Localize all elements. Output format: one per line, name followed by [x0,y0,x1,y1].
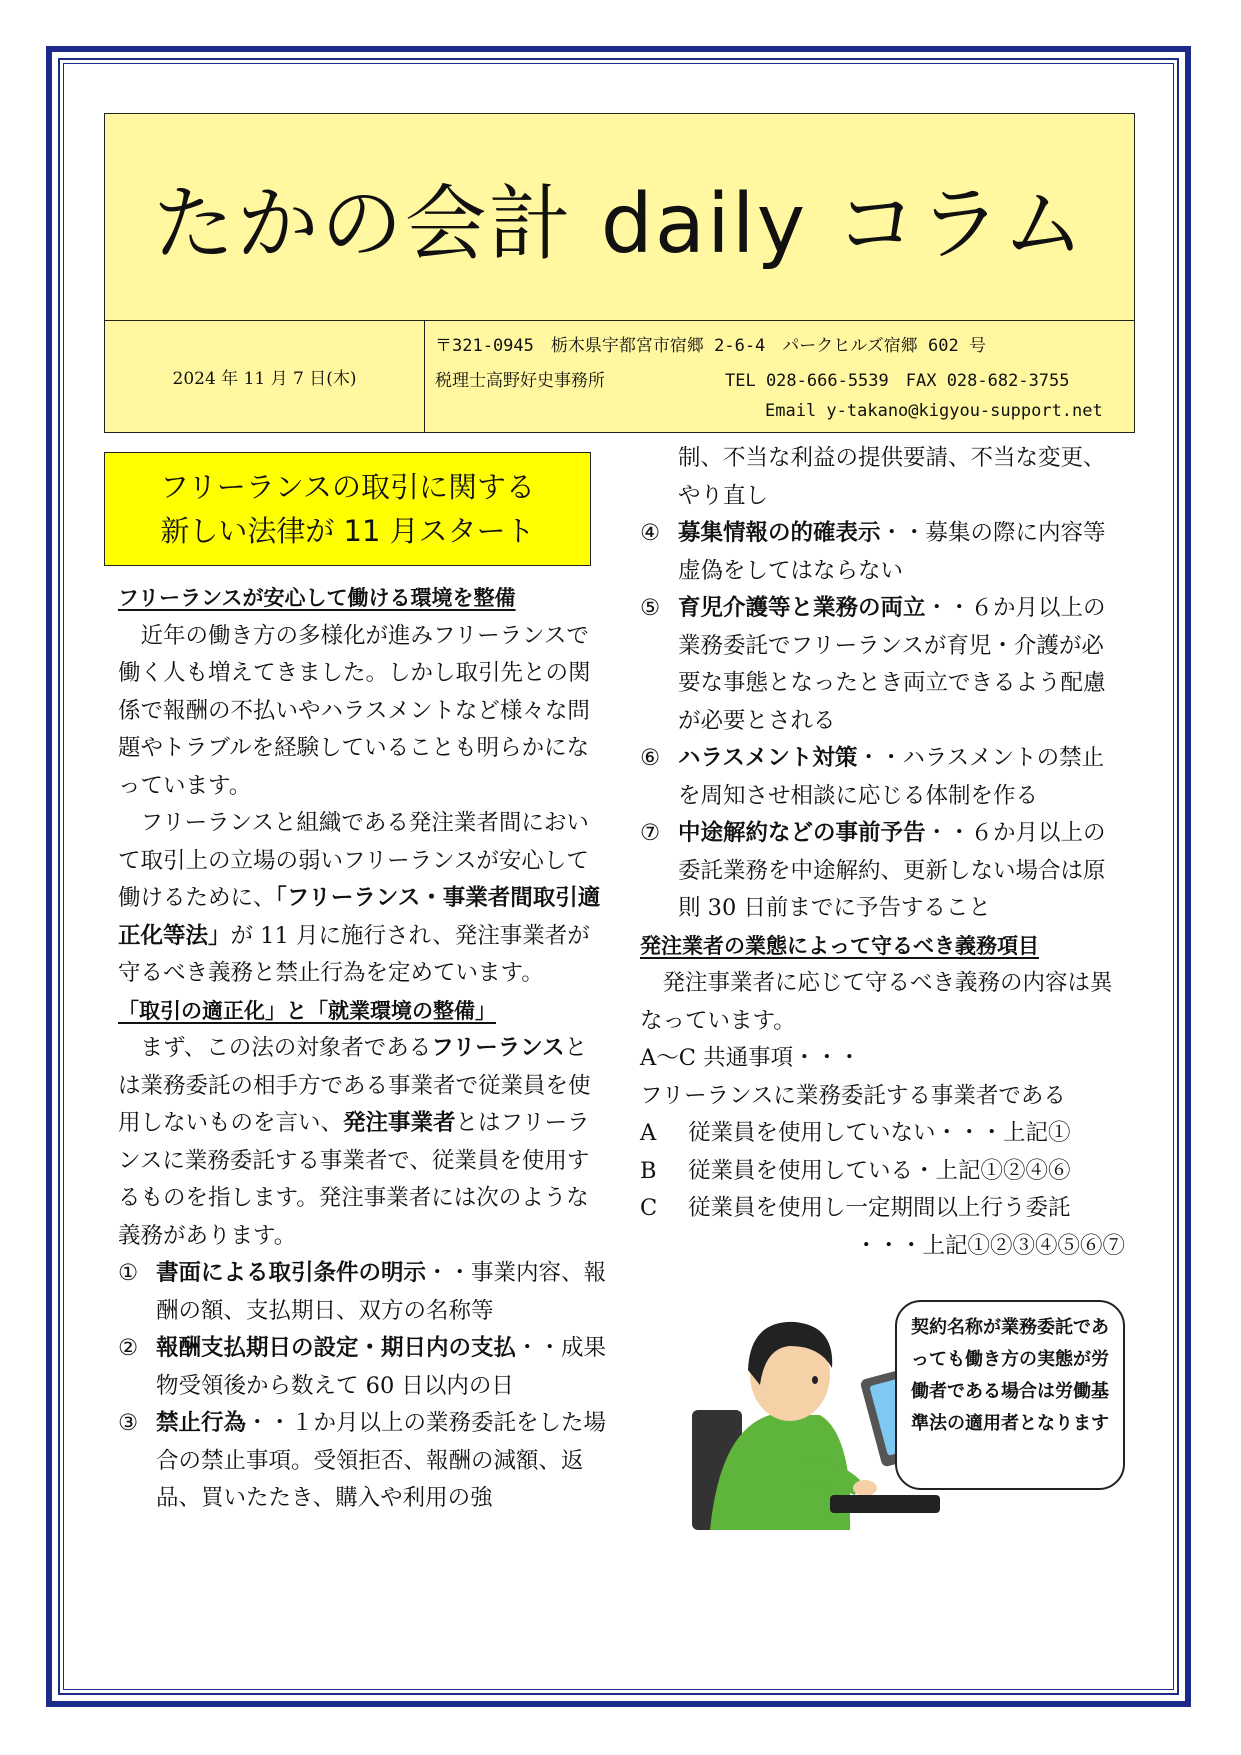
item-3-continued: 制、不当な利益の提供要請、不当な変更、やり直し [678,445,1106,509]
category-c [640,1190,1125,1228]
p2-text-c: が 11 月に施行され、発注事業者が守るべき義務と禁止行為を定めています。 [118,922,590,986]
item-number: ⑥ [640,745,661,771]
category-key: B [640,1157,657,1184]
headline-box [104,452,591,566]
right-column [640,440,1125,1265]
list-item [118,1405,608,1518]
email[interactable]: Email y-takano@kigyou-support.net [765,401,1103,421]
item-text: ・・成果物受領後から数えて 60 日以内の日 [156,1335,607,1399]
category-key: A [640,1120,657,1146]
item-title: 禁止行為 [156,1410,247,1436]
item-title: 書面による取引条件の明示 [156,1260,427,1286]
category-key: C [640,1195,658,1221]
category-c-items: ・・・上記①②③④⑤⑥⑦ [854,1232,1125,1259]
paragraph-3 [118,1030,608,1255]
headline-line2: 新しい法律が 11 月スタート [160,514,535,548]
item-text: ・・６か月以上の委託業務を中途解約、更新しない場合は原則 30 日前までに予告すること [678,820,1106,921]
p3-text-a: まず、この法の対象者である [140,1035,432,1061]
page-title: たかの会計 daily コラム [152,176,1087,272]
address: 〒321-0945 栃木県宇都宮市宿郷 2-6-4 パークヒルズ宿郷 602 号 [435,336,986,356]
item-title: 中途解約などの事前予告 [678,820,926,846]
info-row [105,321,1134,432]
list-item [640,590,1125,740]
term-client: 発注事業者 [343,1110,456,1136]
item-text: ・・事業内容、報酬の額、支払期日、双方の名称等 [156,1260,607,1324]
paragraph-2 [118,805,608,993]
speech-bubble: 契約名称が業務委託であっても働き方の実態が労働者である場合は労働基準法の適用者となります [895,1300,1125,1490]
paragraph-4: 発注事業者に応じて守るべき義務の内容は異なっています。 [640,970,1113,1034]
category-text: 従業員を使用していない・・・上記① [688,1120,1071,1146]
item-text: ・・１か月以上の業務委託をした場合の禁止事項。受領拒否、報酬の減額、返品、買いたたき、購入や利用の強 [156,1410,607,1511]
contact-info [435,321,1125,432]
section-heading-3: 発注業者の業態によって守るべき義務項目 [640,933,1039,958]
category-text: 従業員を使用している・上記①②④⑥ [688,1157,1071,1184]
left-column [118,580,608,1518]
item-number: ② [118,1335,139,1361]
p3-text-e: とはフリーランスに業務委託する事業者で、従業員を使用するものを指します。発注事業者には次のような義務があります。 [118,1110,590,1249]
list-item [640,515,1125,590]
p2-text-a: フリーランスと組織である発注業者間において取引上の立場の弱いフリーランスが安心して働けるために、 [118,810,589,911]
item-title: ハラスメント対策 [678,745,858,771]
section-heading-2: 「取引の適正化」と「就業環境の整備」 [118,998,496,1023]
category-text: 従業員を使用し一定期間以上行う委託 [688,1195,1071,1221]
section-heading-1: フリーランスが安心して働ける環境を整備 [118,586,516,610]
tel-fax: TEL 028-666-5539 FAX 028-682-3755 [725,371,1070,391]
item-number: ④ [640,520,661,546]
item-title: 募集情報の的確表示 [678,520,881,546]
item-number: ③ [118,1410,139,1436]
item-number: ① [118,1260,139,1286]
issue-date: 2024 年 11 月 7 日(木) [105,321,425,432]
list-item [640,815,1125,928]
list-item [640,740,1125,815]
category-a [640,1115,1125,1153]
item-title: 育児介護等と業務の両立 [678,595,926,621]
item-text: ・・募集の際に内容等虚偽をしてはならない [678,520,1106,584]
law-name: 「フリーランス・事業者間取引適正化等法」 [118,885,601,949]
term-freelance: フリーランス [431,1035,565,1061]
list-item [118,1255,608,1330]
item-title: 報酬支払期日の設定・期日内の支払 [156,1335,517,1361]
headline-line1: フリーランスの取引に関する [160,470,535,504]
office-name: 税理士高野好史事務所 [435,371,605,391]
category-b [640,1153,1125,1191]
item-number: ⑤ [640,595,661,621]
p3-text-c: とは業務委託の相手方である事業者で従業員を使用しないものを言い、 [118,1035,591,1136]
common-items: A～C 共通事項・・・ [640,1045,861,1071]
list-item [118,1330,608,1405]
common-items-desc: フリーランスに業務委託する事業者である [640,1082,1066,1109]
item-text: ・・ハラスメントの禁止を周知させ相談に応じる体制を作る [678,745,1105,809]
title-box [105,114,1134,321]
item-text: ・・６か月以上の業務委託でフリーランスが育児・介護が必要な事態となったとき両立できるよう配慮が必要とされる [678,595,1106,734]
item-number: ⑦ [640,820,661,846]
paragraph-1: 近年の働き方の多様化が進みフリーランスで働く人も増えてきました。しかし取引先との関係で報酬の不払いやハラスメントなど様々な問題やトラブルを経験していることも明らかになっています。 [118,622,591,799]
masthead [104,113,1135,433]
